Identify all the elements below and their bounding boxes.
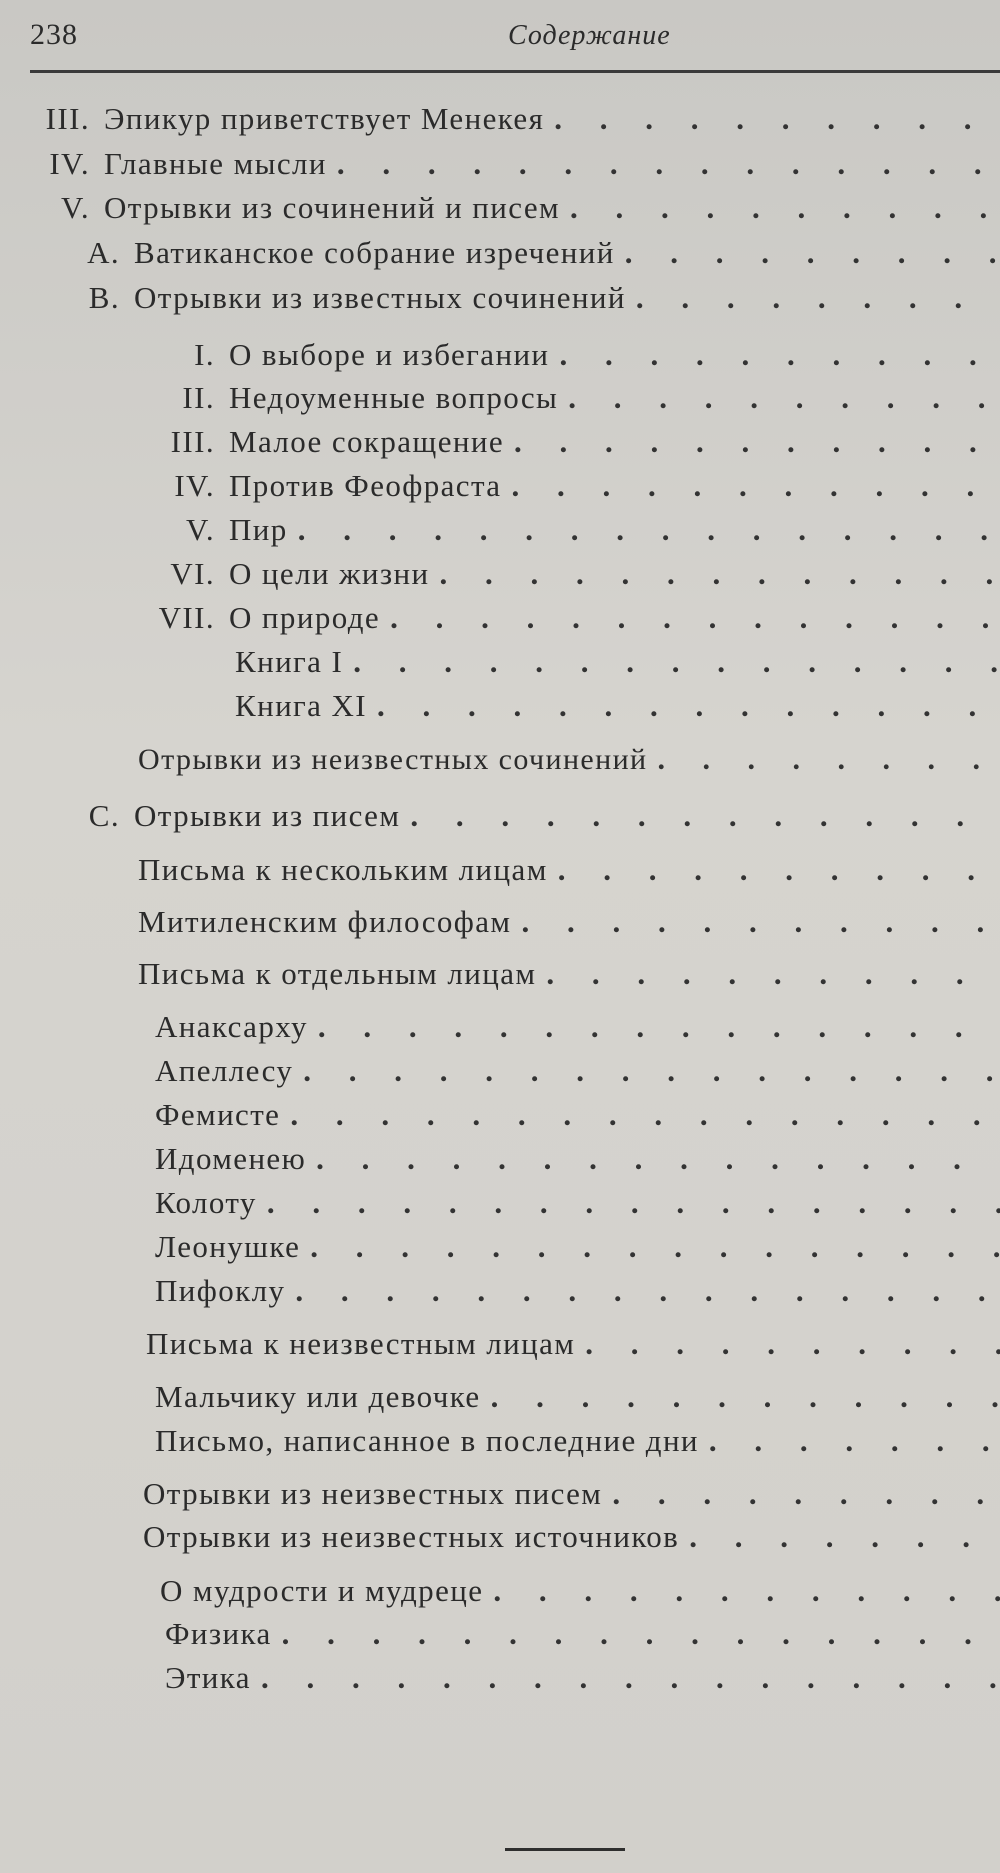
toc-entry-numeral: III. (45, 101, 90, 136)
toc-dot-leader (318, 1008, 1000, 1046)
toc-entry (165, 1659, 1000, 1697)
toc-entry-title: Этика (165, 1660, 251, 1695)
toc-entry-title: Мальчику или девочке (155, 1379, 481, 1414)
toc-dot-leader (410, 797, 1000, 835)
toc-entry-title: Малое сокращение (229, 424, 505, 459)
toc-entry-title: Письмо, написанное в последние дни (155, 1423, 699, 1458)
toc-dot-leader (377, 687, 1000, 725)
toc-entry-title: Письма к отдельным лицам (138, 956, 537, 991)
toc-dot-leader (636, 279, 1000, 317)
toc-dot-leader (337, 145, 1000, 183)
toc-entry-title: Колоту (155, 1185, 257, 1220)
toc-entry-title: Недоуменные вопросы (229, 380, 559, 415)
toc-dot-leader (568, 379, 1000, 417)
toc-entry (155, 1422, 1000, 1460)
toc-entry (155, 1052, 1000, 1090)
toc-entry-numeral: II. (182, 380, 215, 415)
toc-dot-leader (558, 851, 1000, 889)
toc-entry (235, 643, 1000, 681)
toc-dot-leader (709, 1422, 1000, 1460)
toc-entry-title: О цели жизни (229, 556, 430, 591)
toc-dot-leader (511, 467, 1000, 505)
toc-dot-leader (521, 903, 1000, 941)
toc-dot-leader (570, 189, 1000, 227)
toc-entry-numeral: C. (88, 798, 120, 833)
toc-entry (155, 1140, 1000, 1178)
toc-dot-leader (491, 1378, 1000, 1416)
toc-entry-numeral: I. (194, 337, 215, 372)
toc-dot-leader (625, 234, 1000, 272)
toc-dot-leader (612, 1475, 1000, 1513)
toc-entry (155, 555, 1000, 593)
toc-entry (60, 797, 1000, 835)
page-number: 238 (30, 18, 78, 51)
toc-entry-numeral: V. (61, 190, 90, 225)
toc-dot-leader (559, 336, 1000, 374)
toc-entry (155, 467, 1000, 505)
toc-entry (155, 599, 1000, 637)
toc-entry-title: Отрывки из неизвестных писем (143, 1476, 603, 1511)
toc-dot-leader (261, 1659, 1000, 1697)
toc-dot-leader (585, 1325, 1000, 1363)
toc-entry (60, 234, 1000, 272)
toc-entry-title: Письма к нескольким лицам (138, 852, 548, 887)
toc-dot-leader (298, 511, 1000, 549)
toc-entry (155, 1378, 1000, 1416)
toc-entry-numeral: III. (170, 424, 215, 459)
toc-entry (138, 903, 1000, 941)
toc-entry (30, 189, 1000, 227)
toc-dot-leader (554, 100, 1000, 138)
toc-entry-title: Отрывки из неизвестных источников (143, 1519, 680, 1554)
toc-entry-numeral: V. (186, 512, 215, 547)
toc-dot-leader (390, 599, 1000, 637)
toc-entry-title: Идоменею (155, 1141, 307, 1176)
toc-entry (155, 379, 1000, 417)
toc-entry-title: Отрывки из неизвестных сочинений (138, 743, 648, 776)
toc-entry-title: Анаксарху (155, 1009, 308, 1044)
toc-dot-leader (514, 423, 1000, 461)
toc-entry (138, 851, 1000, 889)
toc-dot-leader (295, 1272, 1000, 1310)
toc-entry (143, 1475, 1000, 1513)
toc-entry (30, 145, 1000, 183)
toc-dot-leader (657, 741, 1000, 779)
toc-entry (155, 336, 1000, 374)
toc-entry (143, 1518, 1000, 1556)
toc-entry-title: Книга I (235, 644, 344, 679)
toc-entry (155, 1228, 1000, 1266)
toc-dot-leader (546, 955, 1000, 993)
toc-dot-leader (290, 1096, 1000, 1134)
toc-entry-numeral: A. (87, 235, 120, 270)
toc-entry (155, 1272, 1000, 1310)
toc-entry-title: Митиленским философам (138, 904, 512, 939)
toc-entry (146, 1325, 1000, 1363)
toc-dot-leader (303, 1052, 1000, 1090)
toc-entry (138, 955, 1000, 993)
toc-entry-title: Письма к неизвестным лицам (146, 1326, 576, 1361)
toc-entry-title: Отрывки из писем (134, 798, 401, 833)
toc-entry (155, 511, 1000, 549)
toc-entry-title: Пир (229, 512, 288, 547)
toc-entry (165, 1615, 1000, 1653)
toc-entry-title: Ватиканское собрание изречений (134, 235, 615, 270)
toc-entry-title: Эпикур приветствует Менекея (104, 101, 545, 136)
toc-dot-leader (689, 1518, 1000, 1556)
toc-entry-title: О выборе и избегании (229, 337, 550, 372)
toc-entry-title: Фемисте (155, 1097, 281, 1132)
toc-entry (155, 1184, 1000, 1222)
toc-entry-title: Отрывки из сочинений и писем (104, 190, 561, 225)
toc-dot-leader (267, 1184, 1000, 1222)
toc-entry-title: О мудрости и мудреце (160, 1573, 484, 1608)
toc-dot-leader (353, 643, 1000, 681)
toc-entry-numeral: IV. (49, 146, 90, 181)
toc-entry (138, 741, 1000, 779)
toc-entry-title: Апеллесу (155, 1053, 294, 1088)
toc-dot-leader (310, 1228, 1000, 1266)
toc-entry-numeral: VI. (170, 556, 215, 591)
toc-entry-title: Книга XI (235, 688, 367, 723)
toc-entry (155, 423, 1000, 461)
toc-entry (30, 100, 1000, 138)
toc-entry-title: Физика (165, 1616, 272, 1651)
toc-entry (160, 1572, 1000, 1610)
toc-entry-title: Пифоклу (155, 1273, 286, 1308)
toc-entry-numeral: VII. (158, 600, 215, 635)
toc-entry (155, 1008, 1000, 1046)
toc-entry-title: Отрывки из известных сочинений (134, 280, 626, 315)
toc-dot-leader (316, 1140, 1000, 1178)
toc-entry-title: Главные мысли (104, 146, 327, 181)
toc-dot-leader (282, 1615, 1000, 1653)
toc-entry (235, 687, 1000, 725)
toc-dot-leader (493, 1572, 1000, 1610)
toc-entry-title: Против Феофраста (229, 468, 502, 503)
footer-rule (505, 1848, 625, 1851)
toc-entry (155, 1096, 1000, 1134)
toc-entry (60, 279, 1000, 317)
toc-entry-numeral: IV. (174, 468, 215, 503)
toc-entry-title: Леонушке (155, 1229, 301, 1264)
toc-entry-numeral: B. (88, 280, 120, 315)
running-title: Содержание (508, 20, 671, 51)
toc-entry-title: О природе (229, 600, 381, 635)
toc-dot-leader (440, 555, 1000, 593)
